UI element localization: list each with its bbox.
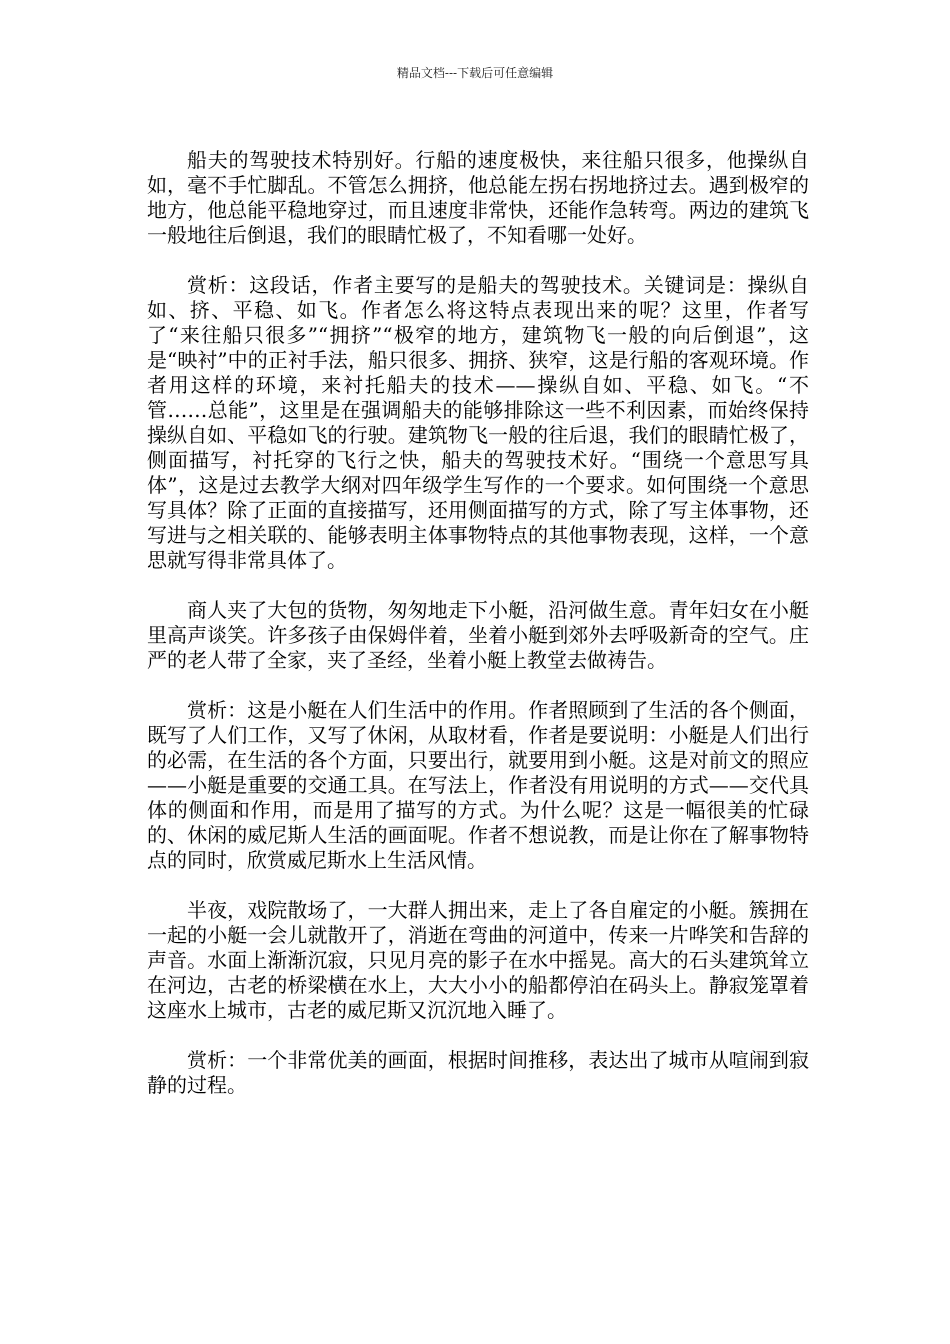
paragraph-boatman-skill: 船夫的驾驶技术特别好。行船的速度极快，来往船只很多，他操纵自如，毫不手忙脚乱。不管怎么拥挤，他总能左拐右拐地挤过去。遇到极窄的地方，他总能平稳地穿过，而且速度非常快，还能作急转弯。两边的建筑飞一般地往后倒退，我们的眼睛忙极了，不知看哪一处好。: [147, 148, 809, 247]
paragraph-analysis-1: 赏析：这段话，作者主要写的是船夫的驾驶技术。关键词是：操纵自如、挤、平稳、如飞。作者怎么将这特点表现出来的呢？这里，作者写了“来往船只很多”“拥挤”“极窄的地方，建筑物飞一般的向后倒退”，这是“映衬”中的正衬手法，船只很多、拥挤、狭窄，这是行船的客观环境。作者用这样的环境，来衬托船夫的技术——操纵自如、平稳、如飞。“不管……总能”，这里是在强调船夫的能够排除这一些不利因素，而始终保持操纵自如、平稳如飞的行驶。建筑物飞一般的往后退，我们的眼睛忙极了，侧面描写，衬托穿的飞行之快，船夫的驾驶技术好。“围绕一个意思写具体”，这是过去教学大纲对四年级学生写作的一个要求。如何围绕一个意思写具体？除了正面的直接描写，还用侧面描写的方式，除了写主体事物，还写进与之相关联的、能够表明主体事物特点的其他事物表现，这样，一个意思就写得非常具体了。: [147, 273, 809, 572]
paragraph-analysis-2: 赏析：这是小艇在人们生活中的作用。作者照顾到了生活的各个侧面，既写了人们工作，又写了休闲，从取材看，作者是要说明：小艇是人们出行的必需，在生活的各个方面，只要出行，就要用到小艇。这是对前文的照应——小艇是重要的交通工具。在写法上，作者没有用说明的方式——交代具体的侧面和作用，而是用了描写的方式。为什么呢？这是一幅很美的忙碌的、休闲的威尼斯人生活的画面呢。作者不想说教，而是让你在了解事物特点的同时，欣赏威尼斯水上生活风情。: [147, 698, 809, 872]
paragraph-boat-life: 商人夹了大包的货物，匆匆地走下小艇，沿河做生意。青年妇女在小艇里高声谈笑。许多孩子由保姆伴着，坐着小艇到郊外去呼吸新奇的空气。庄严的老人带了全家，夹了圣经，坐着小艇上教堂去做祷告。: [147, 598, 809, 672]
paragraph-midnight: 半夜，戏院散场了，一大群人拥出来，走上了各自雇定的小艇。簇拥在一起的小艇一会儿就散开了，消逝在弯曲的河道中，传来一片哗笑和告辞的声音。水面上渐渐沉寂，只见月亮的影子在水中摇晃。高大的石头建筑耸立在河边，古老的桥梁横在水上，大大小小的船都停泊在码头上。静寂笼罩着这座水上城市，古老的威尼斯又沉沉地入睡了。: [147, 898, 809, 1022]
page-header: 精品文档---下载后可任意编辑: [396, 66, 554, 80]
paragraph-analysis-3: 赏析：一个非常优美的画面，根据时间推移，表达出了城市从喧闹到寂静的过程。: [147, 1048, 809, 1097]
document-body: [147, 148, 809, 1123]
